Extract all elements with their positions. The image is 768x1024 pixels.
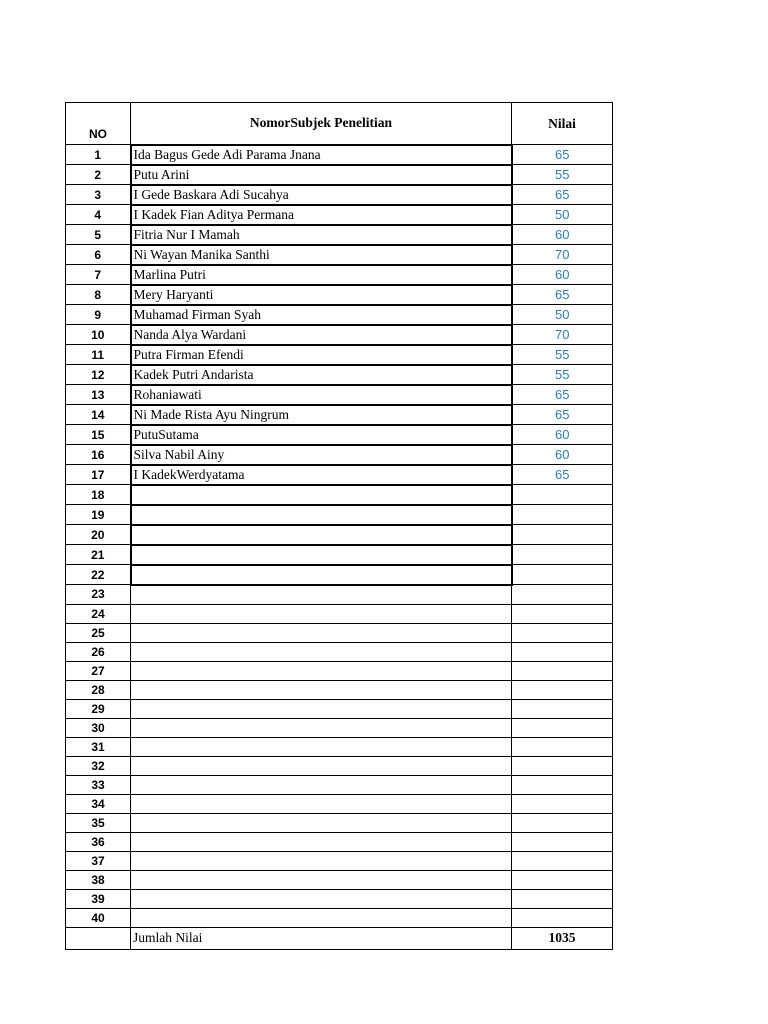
table-row [66, 165, 613, 185]
table-row [66, 505, 613, 525]
row-number: 33 [66, 775, 131, 794]
table-row [66, 525, 613, 545]
table-row [66, 832, 613, 851]
subject-name [131, 661, 512, 680]
subject-name [131, 565, 512, 585]
table-row [66, 851, 613, 870]
score-value: 70 [512, 245, 613, 265]
table-row [66, 425, 613, 445]
table-row [66, 870, 613, 889]
row-number: 37 [66, 851, 131, 870]
subject-name [131, 794, 512, 813]
table-row [66, 385, 613, 405]
table-row [66, 889, 613, 908]
row-number: 7 [66, 265, 131, 285]
row-number: 19 [66, 505, 131, 525]
table-row [66, 680, 613, 699]
header-score: Nilai [512, 103, 613, 145]
row-number: 24 [66, 604, 131, 623]
table-row [66, 245, 613, 265]
subject-name: Ni Wayan Manika Santhi [131, 245, 512, 265]
subject-name [131, 642, 512, 661]
table-row [66, 305, 613, 325]
row-number: 17 [66, 465, 131, 485]
row-number: 36 [66, 832, 131, 851]
total-value: 1035 [512, 927, 613, 949]
row-number: 11 [66, 345, 131, 365]
score-value: 65 [512, 185, 613, 205]
score-value [512, 680, 613, 699]
table-row [66, 265, 613, 285]
score-value [512, 565, 613, 585]
subject-name: Ida Bagus Gede Adi Parama Jnana [131, 145, 512, 165]
subject-name: Silva Nabil Ainy [131, 445, 512, 465]
score-value: 55 [512, 365, 613, 385]
score-value [512, 525, 613, 545]
score-value: 60 [512, 265, 613, 285]
row-number: 2 [66, 165, 131, 185]
subject-name: Nanda Alya Wardani [131, 325, 512, 345]
row-number: 22 [66, 565, 131, 585]
score-value [512, 623, 613, 642]
subject-name: Fitria Nur I Mamah [131, 225, 512, 245]
score-value [512, 775, 613, 794]
subject-name [131, 680, 512, 699]
subject-name [131, 718, 512, 737]
score-value [512, 505, 613, 525]
row-number: 21 [66, 545, 131, 565]
row-number: 10 [66, 325, 131, 345]
row-number: 30 [66, 718, 131, 737]
table-row [66, 285, 613, 305]
subject-name [131, 832, 512, 851]
score-value [512, 585, 613, 605]
subject-name [131, 908, 512, 927]
subject-name: Putu Arini [131, 165, 512, 185]
score-value [512, 851, 613, 870]
subject-name [131, 699, 512, 718]
score-value [512, 642, 613, 661]
table-row [66, 565, 613, 585]
row-number: 3 [66, 185, 131, 205]
subject-name [131, 485, 512, 505]
header-row [66, 103, 613, 145]
table-row [66, 325, 613, 345]
subject-name [131, 525, 512, 545]
header-no: NO [66, 103, 131, 145]
table-row [66, 345, 613, 365]
score-table [65, 102, 613, 950]
subject-name [131, 775, 512, 794]
table-row [66, 718, 613, 737]
table-row [66, 185, 613, 205]
table-row [66, 775, 613, 794]
row-number: 34 [66, 794, 131, 813]
subject-name: Rohaniawati [131, 385, 512, 405]
subject-name: Muhamad Firman Syah [131, 305, 512, 325]
header-subject: NomorSubjek Penelitian [131, 103, 512, 145]
table-row [66, 225, 613, 245]
total-row [66, 927, 613, 949]
score-value [512, 756, 613, 775]
subject-name [131, 737, 512, 756]
score-value: 55 [512, 165, 613, 185]
row-number: 1 [66, 145, 131, 165]
subject-name [131, 889, 512, 908]
table-row [66, 623, 613, 642]
subject-name: Kadek Putri Andarista [131, 365, 512, 385]
table-row [66, 465, 613, 485]
score-value [512, 604, 613, 623]
row-number: 40 [66, 908, 131, 927]
subject-name [131, 604, 512, 623]
score-sheet [65, 102, 612, 950]
row-number: 25 [66, 623, 131, 642]
subject-name [131, 585, 512, 605]
total-label: Jumlah Nilai [131, 927, 512, 949]
table-row [66, 445, 613, 465]
row-number: 5 [66, 225, 131, 245]
score-value: 65 [512, 465, 613, 485]
row-number: 6 [66, 245, 131, 265]
subject-name: I KadekWerdyatama [131, 465, 512, 485]
row-number: 18 [66, 485, 131, 505]
score-value [512, 832, 613, 851]
score-value: 65 [512, 285, 613, 305]
score-value: 60 [512, 445, 613, 465]
score-value [512, 870, 613, 889]
score-value [512, 485, 613, 505]
table-row [66, 737, 613, 756]
table-row [66, 405, 613, 425]
table-row [66, 365, 613, 385]
row-number: 32 [66, 756, 131, 775]
subject-name: I Gede Baskara Adi Sucahya [131, 185, 512, 205]
row-number: 9 [66, 305, 131, 325]
score-value [512, 813, 613, 832]
table-row [66, 585, 613, 605]
table-row [66, 908, 613, 927]
row-number: 31 [66, 737, 131, 756]
table-row [66, 145, 613, 165]
table-row [66, 642, 613, 661]
row-number: 20 [66, 525, 131, 545]
subject-name: I Kadek Fian Aditya Permana [131, 205, 512, 225]
score-value: 50 [512, 305, 613, 325]
row-number: 26 [66, 642, 131, 661]
table-row [66, 699, 613, 718]
table-row [66, 661, 613, 680]
subject-name: Putra Firman Efendi [131, 345, 512, 365]
row-number: 4 [66, 205, 131, 225]
score-value: 70 [512, 325, 613, 345]
row-number: 16 [66, 445, 131, 465]
score-value [512, 737, 613, 756]
row-number: 15 [66, 425, 131, 445]
score-value: 60 [512, 225, 613, 245]
score-value [512, 699, 613, 718]
row-number: 12 [66, 365, 131, 385]
row-number: 14 [66, 405, 131, 425]
row-number: 8 [66, 285, 131, 305]
row-number: 39 [66, 889, 131, 908]
score-value: 50 [512, 205, 613, 225]
score-value [512, 794, 613, 813]
subject-name [131, 623, 512, 642]
subject-name: Ni Made Rista Ayu Ningrum [131, 405, 512, 425]
row-number: 38 [66, 870, 131, 889]
subject-name [131, 870, 512, 889]
row-number: 28 [66, 680, 131, 699]
subject-name [131, 756, 512, 775]
score-value [512, 718, 613, 737]
subject-name [131, 545, 512, 565]
table-row [66, 604, 613, 623]
score-value: 65 [512, 145, 613, 165]
subject-name: Marlina Putri [131, 265, 512, 285]
row-number: 29 [66, 699, 131, 718]
total-blank [66, 927, 131, 949]
score-value [512, 661, 613, 680]
score-value [512, 908, 613, 927]
score-value: 65 [512, 385, 613, 405]
score-value: 60 [512, 425, 613, 445]
table-row [66, 205, 613, 225]
row-number: 35 [66, 813, 131, 832]
score-value: 65 [512, 405, 613, 425]
table-row [66, 485, 613, 505]
row-number: 13 [66, 385, 131, 405]
row-number: 23 [66, 585, 131, 605]
subject-name [131, 813, 512, 832]
subject-name [131, 851, 512, 870]
score-value: 55 [512, 345, 613, 365]
subject-name [131, 505, 512, 525]
subject-name: PutuSutama [131, 425, 512, 445]
table-row [66, 813, 613, 832]
score-value [512, 889, 613, 908]
row-number: 27 [66, 661, 131, 680]
table-row [66, 756, 613, 775]
table-row [66, 545, 613, 565]
table-row [66, 794, 613, 813]
score-value [512, 545, 613, 565]
subject-name: Mery Haryanti [131, 285, 512, 305]
